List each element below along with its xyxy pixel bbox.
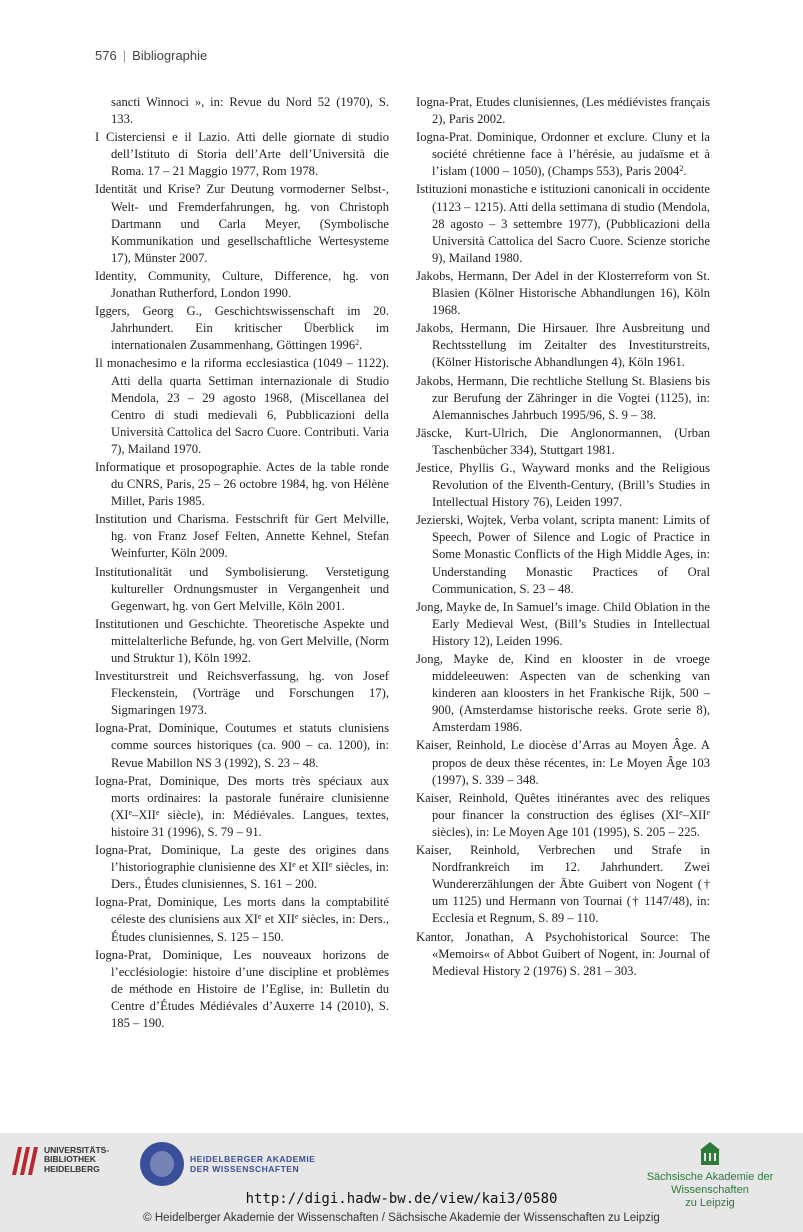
university-library-logo[interactable] (10, 1143, 109, 1177)
bibliography-entry: Jestice, Phyllis G., Wayward monks and the Religious Revolution of the Elventh-Century, (Brill’s Studies in Intellectual History 76), Leiden 1997. (416, 460, 710, 510)
bibliography-entry: Institutionalität und Symbolisierung. Verstetigung kultureller Ordnungsmuster in Vergangenheit und Gegenwart, hg. von Gert Melville, Köln 2001. (95, 564, 389, 613)
bibliography-entry: I Cisterciensi e il Lazio. Atti delle giornate di studio dell’Istituto di Storia dell’Arte dell’Università die Roma. 17 – 21 Maggio 1977, Rom 1978. (95, 130, 389, 179)
section-title: Bibliographie (132, 48, 208, 63)
bibliography-entry: Iogna-Prat. Dominique, Ordonner et exclure. Cluny et la société chrétienne face à l’hérésie, au judaïsme et à l’islam (1000 – 1050), (Champs 553), Paris 2004$^2$. (416, 130, 710, 179)
bibliography-entry: Jakobs, Hermann, Der Adel in der Klosterreform von St. Blasien (Kölner Historische Abhandlungen 16), Köln 1968. (416, 268, 710, 318)
bibliography-entry: Jong, Mayke de, Kind en klooster in de vroege middeleeuwen: Aspecten van de schenking van kinderen aan kloosters in het Frankische Rijk, 500 – 900, (Amsterdamse historische reeks. Grote serie 8), Amsterdam 1986. (416, 652, 710, 735)
bibliography-entry: Investiturstreit und Reichsverfassung, hg. von Josef Fleckenstein, (Vorträge und Forschungen 17), Sigmaringen 1973. (95, 669, 389, 718)
bibliography-entry: Kaiser, Reinhold, Verbrechen und Strafe in Nordfrankreich im 12. Jahrhundert. Zwei Wundererzählungen der Äbte Guibert von Nogent († um 1125) und Hermann von Tournai († 1147/48), in: Ecclesia et Regnum, S. 89 – 110. (416, 843, 710, 926)
bibliography-entry: Jakobs, Hermann, Die Hirsauer. Ihre Ausbreitung und Rechtsstellung im Zeitalter des Investiturstreits, (Kölner Historische Abhandlungen 4), Köln 1961. (416, 321, 710, 370)
bibliography-entry: Iogna-Prat, Dominique, Des morts très spéciaux aux morts ordinaires: la pastorale funéraire clunisienne (XIe–XIIe siècle), in: Médiévales. Langues, textes, histoire 31 (1996), S. 79 – 91. (95, 773, 389, 839)
bibliography-entry: Iogna-Prat, Dominique, La geste des origines dans l’historiographie clunisienne des XIe et XIIe siècles, in: Ders., Études clunisiennes, S. 161 – 200. (95, 843, 389, 892)
bibliography-entry: Kaiser, Reinhold, Le diocèse d’Arras au Moyen Âge. A propos de deux thèse récentes, in: Le Moyen Âge 103 (1997), S. 339 – 348. (416, 738, 710, 787)
bibliography-entry: Iogna-Prat, Etudes clunisiennes, (Les médiévistes français 2), Paris 2002. (416, 95, 710, 127)
bibliography-column-right (416, 94, 710, 981)
header-separator: | (122, 48, 127, 63)
bibliography-entry: Kaiser, Reinhold, Quêtes itinérantes avec des reliques pour financer la construction des églises (XIe–XIIe siècles), in: Le Moyen Age 101 (1995), S. 205 – 225. (416, 790, 710, 839)
permalink-url[interactable]: http://digi.hadw-bw.de/view/kai3/0580 (245, 1191, 558, 1207)
sa-logo-text: Sächsische Akademie der Wissenschaften zu Leipzig (646, 1171, 774, 1209)
page-footer (0, 1133, 803, 1232)
bibliography-entry: Iggers, Georg G., Geschichtswissenschaft im 20. Jahrhundert. Ein kritischer Überblick im internationalen Zusammenhang, Göttingen 1996$^2$. (95, 304, 389, 353)
ub-heidelberg-icon (10, 1143, 40, 1177)
bibliography-entry: Jakobs, Hermann, Die rechtliche Stellung St. Blasiens bis zur Berufung der Zähringer in die Vogtei (1125), in: Alemannisches Jahrbuch 1995/96, S. 9 – 38. (416, 373, 710, 422)
bibliography-entry: Jezierski, Wojtek, Verba volant, scripta manent: Limits of Speech, Power of Silence and Logic of Practice in Some Monastic Conflicts of the High Middle Ages, in: Understanding Monastic Practices of Oral Communication, S. 23 – 48. (416, 513, 710, 596)
academy-seal-icon (140, 1142, 184, 1186)
bibliography-entry: sancti Winnoci », in: Revue du Nord 52 (1970), S. 133. (111, 95, 389, 127)
bibliography-entry: Jong, Mayke de, In Samuel’s image. Child Oblation in the Early Medieval West, (Bill’s Studies in Intellectual History 12), Leiden 1996. (416, 599, 710, 648)
ub-logo-text: UNIVERSITÄTS- BIBLIOTHEK HEIDELBERG (44, 1144, 110, 1174)
bibliography-entry: Iogna-Prat, Dominique, Coutumes et statuts clunisiens comme sources historiques (ca. 900 – ca. 1200), in: Revue Mabillon NS 3 (1992), S. 23 – 48. (95, 721, 389, 770)
running-header (95, 48, 207, 63)
bibliography-column-left (95, 94, 389, 1033)
bibliography-entry: Istituzioni monastiche e istituzioni canonicali in occidente (1123 – 1215). Atti della settimana di studio (Mendola, 28 agosto – 3 settembre 1977), (Pubblicazioni della Università Cattolica del Sacro Cuore. Scienze storiche 9), Mailand 1980. (416, 182, 710, 265)
bibliography-entry: Jäscke, Kurt-Ulrich, Die Anglonormannen, (Urban Taschenbücher 334), Stuttgart 1981. (416, 425, 710, 457)
bibliography-entry: Institution und Charisma. Festschrift für Gert Melville, hg. von Franz Josef Felten, Annette Kehnel, Stefan Weinfurter, Köln 2009. (95, 512, 389, 561)
bibliography-entry: Iogna-Prat, Dominique, Les morts dans la comptabilité céleste des clunisiens aux XIe et XIIe siècles, in: Ders., Études clunisiennes, S. 125 – 150. (95, 895, 389, 944)
bibliography-entry: Identity, Community, Culture, Difference, hg. von Jonathan Rutherford, London 1990. (95, 268, 389, 301)
bibliography-entry: Il monachesimo e la riforma ecclesiastica (1049 – 1122). Atti della quarta Settiman internazionale di Studio Mendola, 23 – 29 agosto 1968, (Miscellanea del Centro di studi medievali 6, Pubblicazioni della Università Cattolica del Sacro Cuore. Contributi. Varia 7), Mailand 1970. (95, 356, 389, 456)
page-number: 576 (95, 48, 117, 63)
bibliography-entry: Institutionen und Geschichte. Theoretische Aspekte und mittelalterliche Befunde, hg. von Gert Melville, (Norm und Struktur 1), Köln 1992. (95, 616, 389, 665)
heidelberg-academy-logo[interactable] (140, 1142, 315, 1186)
bibliography-entry: Identität und Krise? Zur Deutung vormoderner Selbst-, Welt- und Fremderfahrungen, hg. von Christoph Dartmann und Carla Meyer, (Symbolische Kommunikation und gesellschaftliche Wertesysteme 17), Münster 2007. (95, 182, 389, 265)
bibliography-entry: Iogna-Prat, Dominique, Les nouveaux horizons de l’ecclésiologie: histoire d’une discipline et problèmes de méthode en Histoire de l’Eglise, in: Bulletin du Centre d’Études Médiévales d’Auxerre 14 (2010), S. 185 – 190. (95, 947, 389, 1030)
saxon-academy-building-icon (699, 1141, 721, 1167)
ha-logo-text: HEIDELBERGER AKADEMIE DER WISSENSCHAFTEN (190, 1154, 316, 1174)
bibliography-entry: Informatique et prosopographie. Actes de la table ronde du CNRS, Paris, 25 – 26 octobre 1984, hg. von Hélène Millet, Paris 1985. (95, 459, 389, 509)
bibliography-entry: Kantor, Jonathan, A Psychohistorical Source: The «Memoirs« of Abbot Guibert of Nogent, in: Journal of Medieval History 2 (1976) S. 281 – 303. (416, 929, 710, 978)
copyright-notice: © Heidelberger Akademie der Wissenschaften / Sächsische Akademie der Wissenschaften zu Leipzig (143, 1212, 660, 1224)
